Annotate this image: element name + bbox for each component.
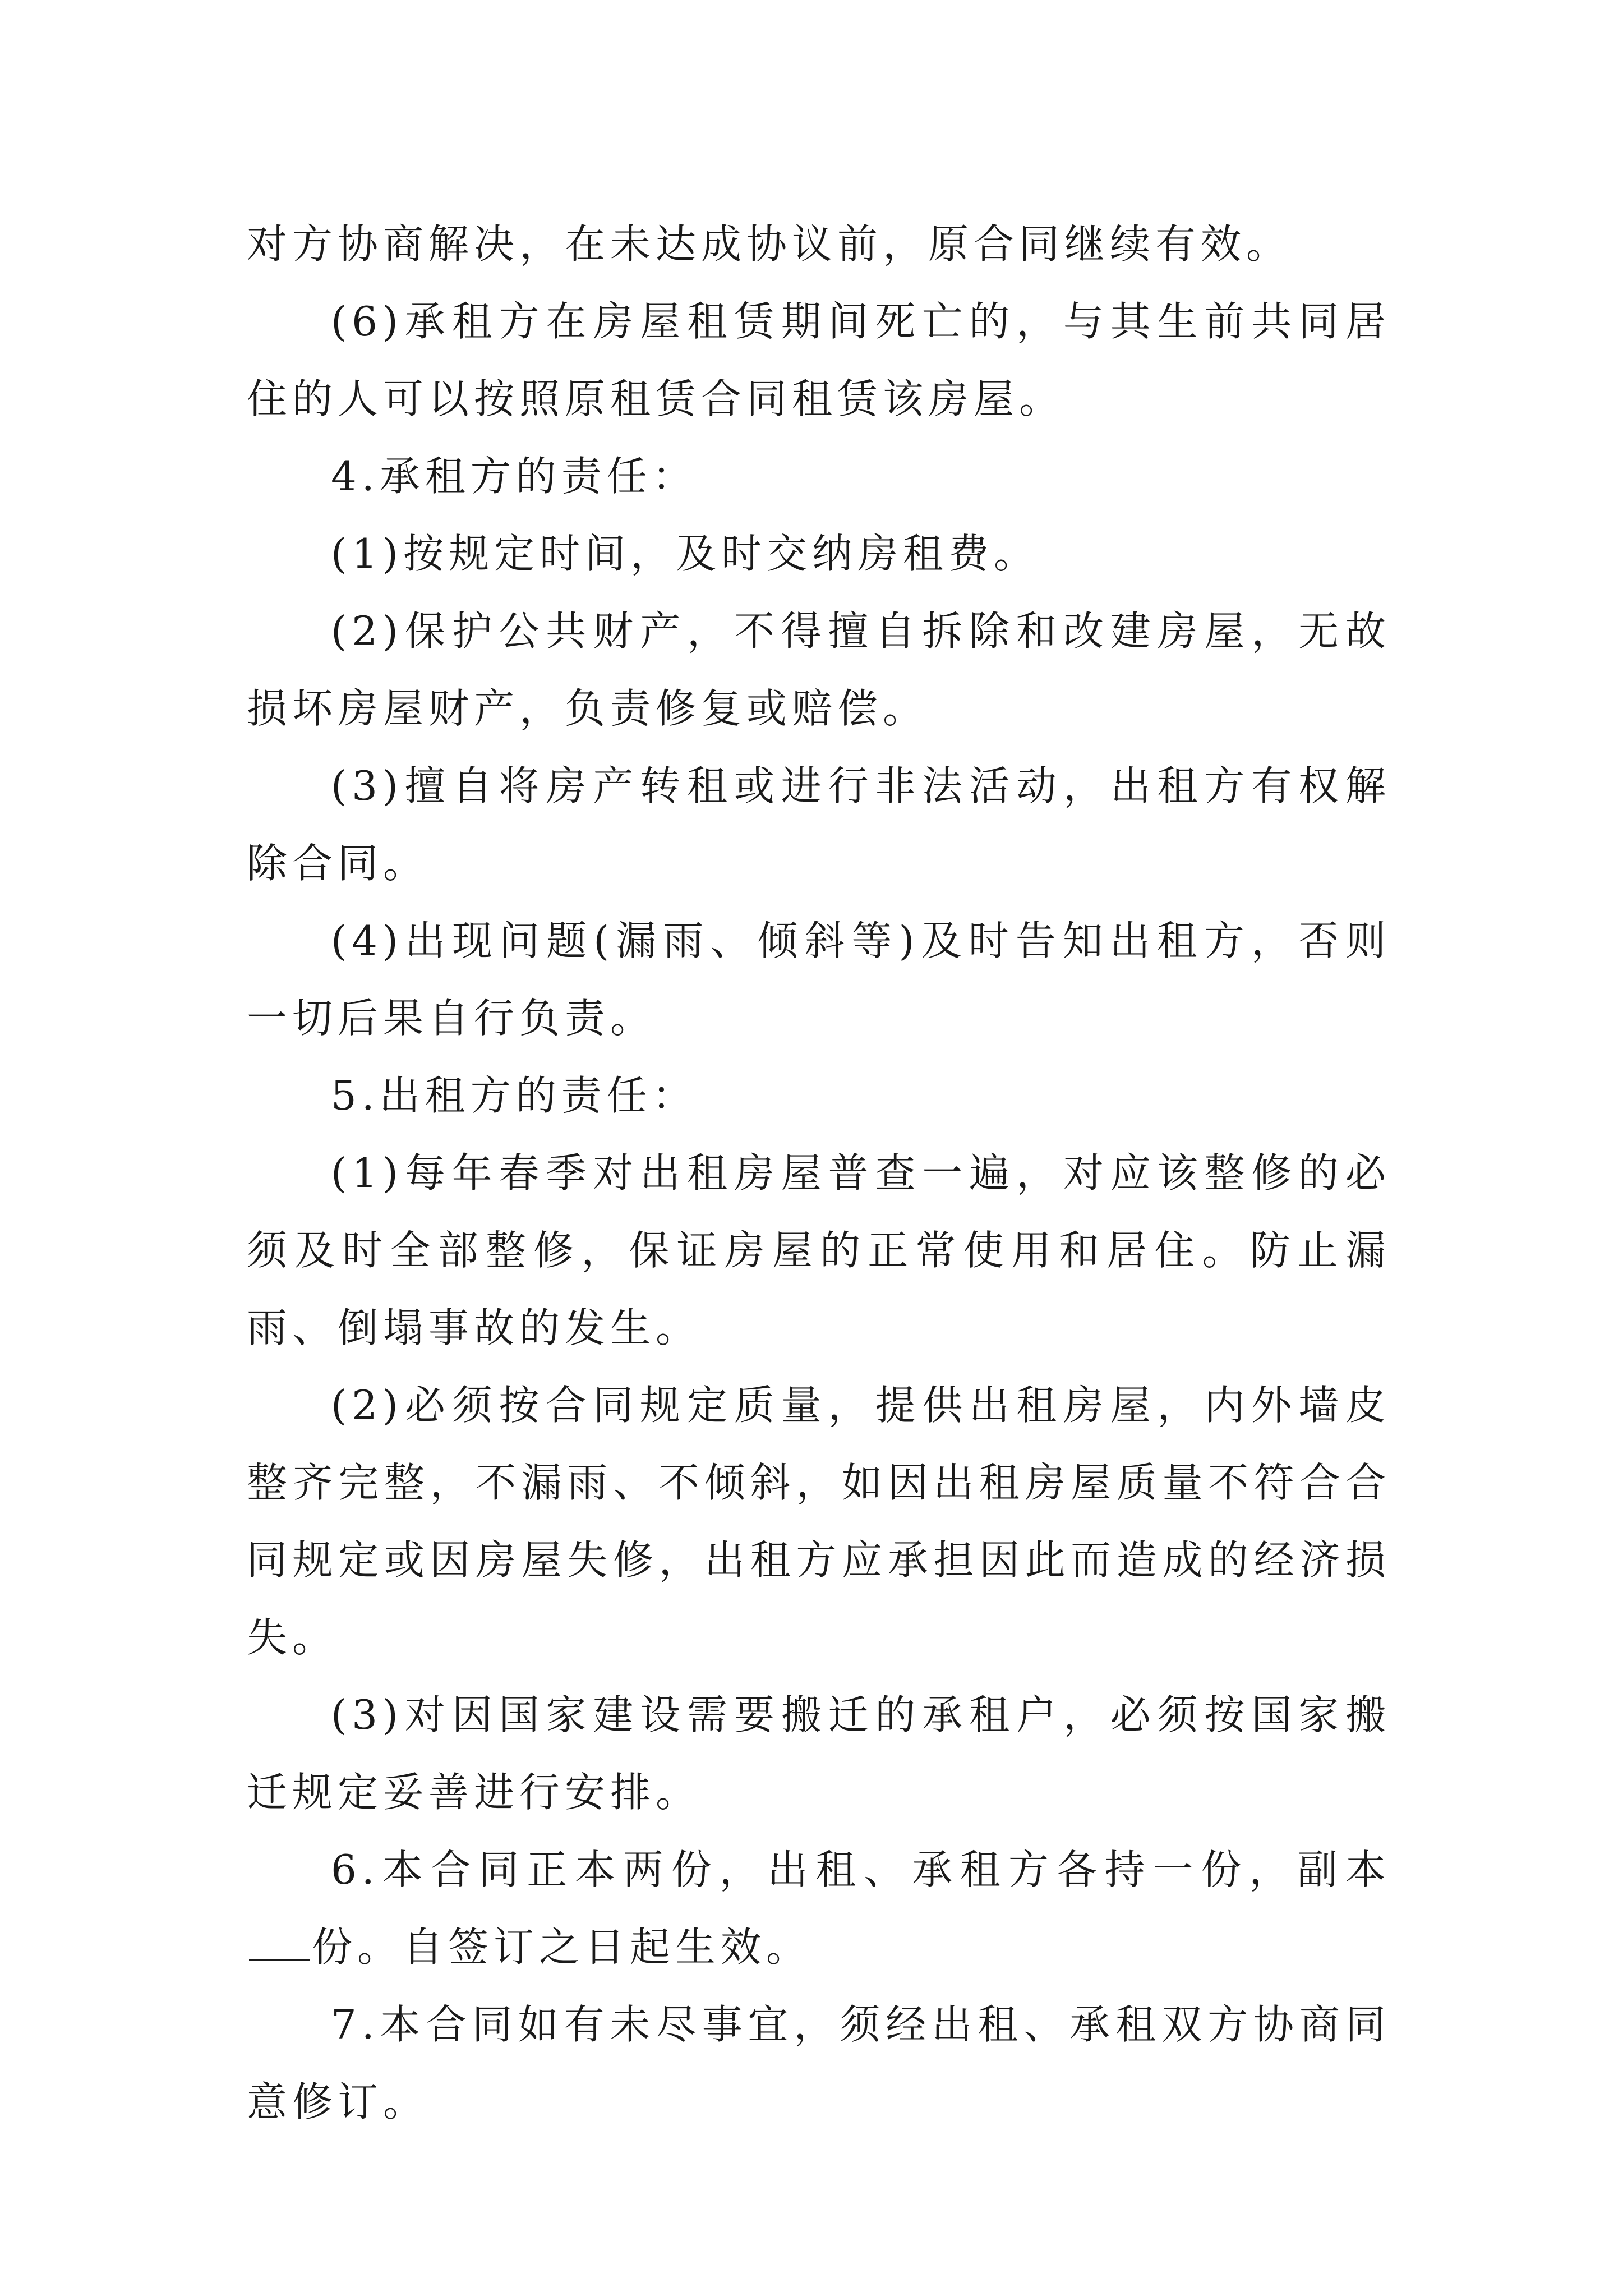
document-page (247, 205, 1391, 2141)
paragraph-4-4: (4)出现问题(漏雨、倾斜等)及时告知出租方，否则一切后果自行负责。 (247, 917, 1391, 1042)
paragraph-clause-6 (247, 1831, 1391, 1986)
paragraph-5-1: (1)每年春季对出租房屋普查一遍，对应该整修的必须及时全部整修，保证房屋的正常使用和居住。防止漏雨、倒塌事故的发生。 (247, 1149, 1391, 1351)
clause-6-text-after: 份。自签订之日起生效。 (312, 1924, 812, 1971)
paragraph-5-2: (2)必须按合同规定质量，提供出租房屋，内外墙皮整齐完整，不漏雨、不倾斜，如因出租房屋质量不符合合同规定或因房屋失修，出租方应承担因此而造成的经济损失。 (247, 1382, 1391, 1661)
section-heading-tenant-duties: 4.承租方的责任： (331, 453, 698, 500)
clause-6-text-before: 6.本合同正本两份，出租、承租方各持一份，副本 (331, 1846, 1391, 1893)
paragraph-4-2: (2)保护公共财产，不得擅自拆除和改建房屋，无故损坏房屋财产，负责修复或赔偿。 (247, 608, 1391, 732)
copies-blank-line (249, 1926, 310, 1961)
paragraph-5-3: (3)对因国家建设需要搬迁的承租户，必须按国家搬迁规定妥善进行安排。 (247, 1691, 1391, 1816)
paragraph-4-1: (1)按规定时间，及时交纳房租费。 (331, 530, 1039, 577)
paragraph-continuation: 对方协商解决，在未达成协议前，原合同继续有效。 (247, 220, 1292, 268)
paragraph-clause-7: 7.本合同如有未尽事宜，须经出租、承租双方协商同意修订。 (247, 2001, 1391, 2125)
section-heading-landlord-duties: 5.出租方的责任： (331, 1072, 698, 1119)
paragraph-3-6: (6)承租方在房屋租赁期间死亡的，与其生前共同居住的人可以按照原租赁合同租赁该房屋。 (247, 298, 1391, 422)
paragraph-4-3: (3)擅自将房产转租或进行非法活动，出租方有权解除合同。 (247, 762, 1391, 887)
